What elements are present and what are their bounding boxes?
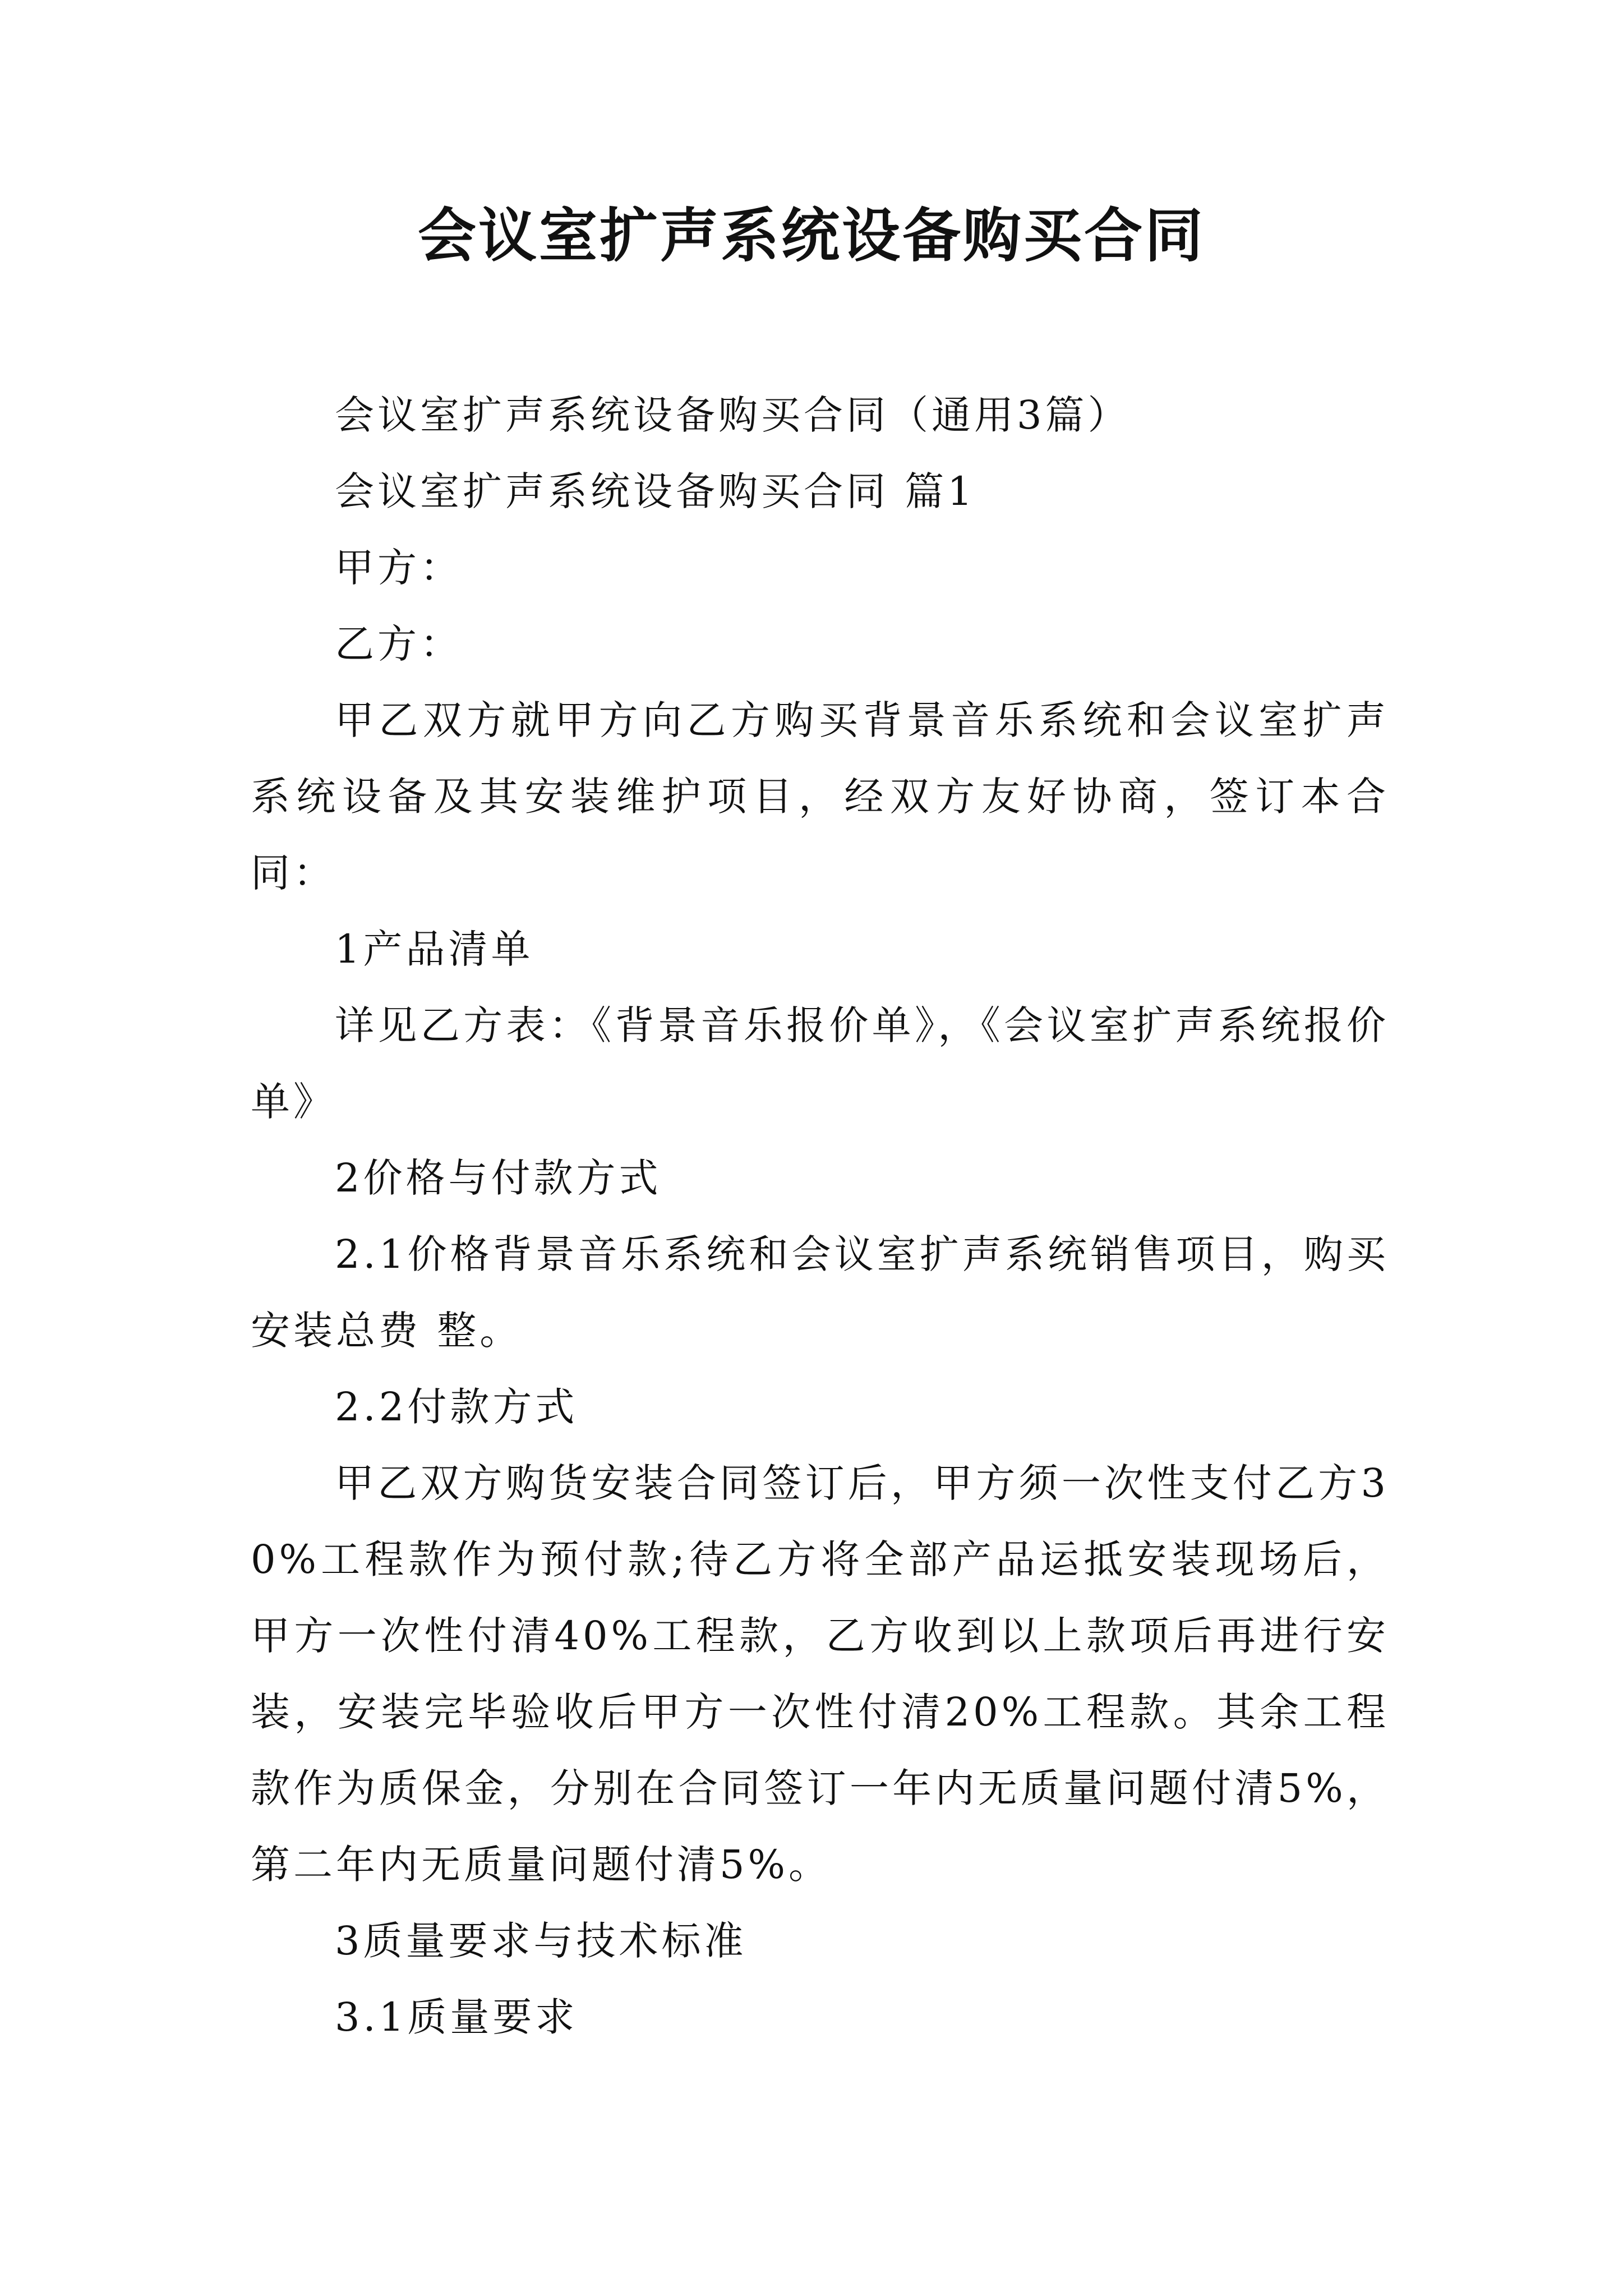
document-body (251, 377, 1389, 2055)
intro-paragraph: 甲乙双方就甲方向乙方购买背景音乐系统和会议室扩声系统设备及其安装维护项目，经双方友好协商，签订本合同： (251, 697, 1389, 896)
clause-heading: 2.2付款方式 (335, 1384, 578, 1430)
section-heading: 会议室扩声系统设备购买合同 篇1 (335, 468, 976, 514)
clause-paragraph: 详见乙方表：《背景音乐报价单》，《会议室扩声系统报价单》 (251, 1002, 1389, 1125)
subtitle-line: 会议室扩声系统设备购买合同（通用3篇） (335, 392, 1131, 438)
clause-heading: 3质量要求与技术标准 (335, 1918, 747, 1964)
clause-paragraph: 甲乙双方购货安装合同签订后，甲方须一次性支付乙方30%工程款作为预付款;待乙方将全部产品运抵安装现场后，甲方一次性付清40%工程款，乙方收到以上款项后再进行安装，安装完毕验收后甲方一次性付清20%工程款。其余工程款作为质保金，分别在合同签订一年内无质量问题付清5%，第二年内无质量问题付清5%。 (251, 1460, 1389, 1888)
clause-paragraph: 2.1价格背景音乐系统和会议室扩声系统销售项目，购买安装总费 整。 (251, 1231, 1389, 1354)
clause-heading: 2价格与付款方式 (335, 1155, 662, 1201)
party-a-line: 甲方： (335, 545, 463, 591)
clause-heading: 3.1质量要求 (335, 1994, 578, 2040)
party-b-line: 乙方： (335, 621, 463, 667)
document-title: 会议室扩声系统设备购买合同 (417, 201, 1205, 270)
clause-heading: 1产品清单 (335, 926, 534, 972)
